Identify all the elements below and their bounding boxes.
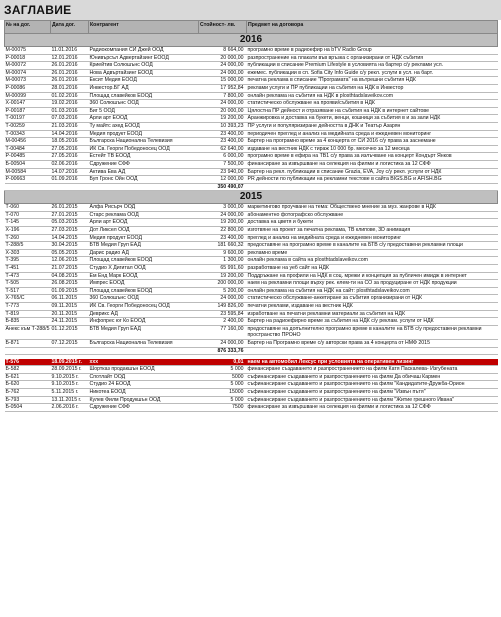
cell-subject: наем на автомобил Лексус при условията на оперативен лизинг <box>247 359 498 366</box>
cell-contract-date: 04.08.2015 <box>51 272 89 280</box>
table-row <box>5 295 498 303</box>
cell-subject: наем на рекламни площи върху рек. елем-ти на СО за продуциране от НДК продукции <box>247 280 498 288</box>
cell-value: 24 000,00 <box>199 211 247 219</box>
cell-counterparty: ИК Св. Георги Победоносец ООД <box>89 145 199 153</box>
cell-contract-number: Т-773 <box>5 303 51 311</box>
cell-counterparty: 360 Солюшънс ООД <box>89 295 199 303</box>
total-empty-cell <box>89 347 199 355</box>
table-header-row <box>5 21 498 34</box>
total-empty-cell <box>51 347 89 355</box>
cell-contract-date: 20.11.2015 <box>51 310 89 318</box>
table-row <box>5 160 498 168</box>
table-row <box>5 168 498 176</box>
cell-value: 7 800,00 <box>199 92 247 100</box>
cell-subject: рекламно време <box>247 249 498 257</box>
cell-contract-date: 27.05.2016 <box>51 145 89 153</box>
cell-counterparty: Никотеа ЕООД <box>89 389 199 397</box>
cell-contract-number: М-00072 <box>5 62 51 70</box>
cell-subject: PR дейности по публикации на рекламни текстове в сайта BIGS.BG и AFISH.BG <box>247 176 498 184</box>
cell-value: 5 000 <box>199 396 247 404</box>
table-row <box>5 69 498 77</box>
cell-counterparty: Дарис радио АД <box>89 249 199 257</box>
cell-counterparty: БТВ Медия Груп ЕАД <box>89 325 199 339</box>
total-empty-cell <box>5 347 51 355</box>
cell-contract-number: М-00074 <box>5 69 51 77</box>
cell-counterparty: Дот Ликсел ООД <box>89 227 199 235</box>
table-row <box>5 92 498 100</box>
cell-subject: Бартер на радиоефирно време за събития на НДК с/у реклам. услуги от НДК <box>247 318 498 326</box>
cell-contract-number: Р-00663 <box>5 176 51 184</box>
table-row <box>5 115 498 123</box>
table-row <box>5 138 498 146</box>
cell-contract-date: 07.12.2015 <box>51 339 89 347</box>
cell-contract-date: 28.09.2015 г. <box>51 366 89 374</box>
cell-contract-number: М-00099 <box>5 92 51 100</box>
table-row <box>5 176 498 184</box>
cell-value: 24 000,00 <box>199 339 247 347</box>
cell-value: 7500 <box>199 404 247 412</box>
cell-contract-number: Р-00187 <box>5 107 51 115</box>
cell-value: 20 000,00 <box>199 54 247 62</box>
cell-value: 2 400,00 <box>199 318 247 326</box>
cell-value: 200 000,00 <box>199 280 247 288</box>
cell-counterparty: Българска Национална Телевизия <box>89 138 199 146</box>
cell-counterparty: Радиокомпания СИ Джей ООД <box>89 47 199 55</box>
cell-contract-number: Т-145 <box>5 219 51 227</box>
cell-contract-number: Б-00504 <box>5 160 51 168</box>
cell-contract-number: Т-505 <box>5 280 51 288</box>
cell-contract-number: Т-576 <box>5 359 51 366</box>
cell-contract-date: 11.01.2016 <box>51 47 89 55</box>
table-row <box>5 62 498 70</box>
table-row <box>5 47 498 55</box>
cell-value: 7 500,00 <box>199 160 247 168</box>
total-empty-cell <box>51 183 89 191</box>
cell-contract-number: М-00075 <box>5 47 51 55</box>
cell-contract-date: 18.05.2016 <box>51 138 89 146</box>
cell-counterparty: ххх <box>89 359 199 366</box>
cell-contract-date: 06.11.2015 <box>51 295 89 303</box>
cell-contract-date: 09.11.2015 <box>51 303 89 311</box>
column-header-counterparty: Контрагент <box>89 21 199 34</box>
cell-value: 8 664,00 <box>199 47 247 55</box>
cell-value: 5000 <box>199 373 247 381</box>
cell-counterparty: Студио 24 ЕООД <box>89 381 199 389</box>
cell-value: 20 000,00 <box>199 107 247 115</box>
cell-contract-date: 21.03.2016 <box>51 122 89 130</box>
cell-counterparty: Площад славейков ЕООД <box>89 287 199 295</box>
table-row <box>5 54 498 62</box>
column-header-contract-date: Дата дог. <box>51 21 89 34</box>
cell-contract-date: 2.06.2016 г. <box>51 404 89 412</box>
column-header-subject: Предмет на договора <box>247 21 498 34</box>
cell-counterparty: Юнивърсъл Адвертайзинг ЕООД <box>89 54 199 62</box>
cell-contract-number: Т-00484 <box>5 145 51 153</box>
cell-subject: изготвяне на проект за печатна реклама, ТВ клипове, 3D анимация <box>247 227 498 235</box>
total-empty-cell <box>247 183 498 191</box>
cell-contract-number: Т-288/5 <box>5 242 51 250</box>
contracts-table <box>4 20 498 412</box>
cell-contract-number: Т-070 <box>5 211 51 219</box>
cell-counterparty: Импрес ЕООД <box>89 280 199 288</box>
cell-contract-date: 07.03.2016 <box>51 115 89 123</box>
cell-contract-number: Б-582 <box>5 366 51 374</box>
cell-contract-number: Т-00259 <box>5 122 51 130</box>
table-row <box>5 84 498 92</box>
cell-contract-number: М-00456 <box>5 138 51 146</box>
cell-contract-number: Т-451 <box>5 265 51 273</box>
cell-contract-date: 02.06.2016 <box>51 160 89 168</box>
cell-contract-date: 18.09.2015 г. <box>51 359 89 366</box>
cell-contract-date: 14.04.2015 <box>51 234 89 242</box>
table-row <box>5 280 498 288</box>
cell-value: 22 800,00 <box>199 227 247 235</box>
cell-subject: съфинансиране създаването и разпространението на филм "Житие грешного Ивана" <box>247 396 498 404</box>
cell-contract-number: М-00073 <box>5 77 51 85</box>
table-row <box>5 389 498 397</box>
cell-contract-date: 19.02.2016 <box>51 100 89 108</box>
cell-counterparty: 360 Солюшънс ООД <box>89 100 199 108</box>
cell-counterparty: Криейтив Солюшънс ООД <box>89 62 199 70</box>
cell-contract-number: Анекс към Т-288/5 <box>5 325 51 339</box>
cell-value: 6 000,00 <box>199 153 247 161</box>
cell-contract-number: Р-00086 <box>5 84 51 92</box>
cell-contract-number: Б-793 <box>5 396 51 404</box>
cell-counterparty: Ексит Медия ЕООД <box>89 77 199 85</box>
cell-counterparty: Биг 5 ООД <box>89 107 199 115</box>
cell-counterparty: Сдружение СФФ <box>89 404 199 412</box>
cell-subject: финансиране за извършване на селекция на филми и логистика за 12 СФФ <box>247 160 498 168</box>
cell-contract-date: 27.05.2016 <box>51 153 89 161</box>
cell-value: 19 200,00 <box>199 272 247 280</box>
cell-value: 23 400,00 <box>199 130 247 138</box>
cell-value: 9 600,00 <box>199 249 247 257</box>
cell-counterparty: Спотлайт ООД <box>89 373 199 381</box>
table-row <box>5 318 498 326</box>
cell-value: 3 000,00 <box>199 204 247 212</box>
cell-contract-date: 9.10.2015 г. <box>51 373 89 381</box>
cell-counterparty: Шортказ продакшън ЕООД <box>89 366 199 374</box>
table-row <box>5 303 498 311</box>
cell-subject: маркетингово проучване на тема: Обществено мнение за муз. жанрове в НДК <box>247 204 498 212</box>
cell-value: 62 640,00 <box>199 145 247 153</box>
cell-counterparty: БТВ Медия Груп ЕАД <box>89 242 199 250</box>
table-row <box>5 145 498 153</box>
year-label: 2016 <box>5 34 498 47</box>
cell-contract-number: Х-303 <box>5 249 51 257</box>
cell-contract-date: 27.01.2015 <box>51 211 89 219</box>
cell-subject: статистическо обслужване-анкетиране за събития организирани от НДК <box>247 295 498 303</box>
cell-counterparty: Буп Гронс Ойн ООД <box>89 176 199 184</box>
table-row <box>5 310 498 318</box>
cell-subject: съфинансиране създаването и разпространението на филм "Извън пътя" <box>247 389 498 397</box>
table-row <box>5 153 498 161</box>
cell-value: 1 300,00 <box>199 257 247 265</box>
cell-subject: програмно време в радиоефир на bTV Radio Group <box>247 47 498 55</box>
cell-contract-date: 14.04.2016 <box>51 130 89 138</box>
cell-subject: реклами услуги и ПР публикации на събития на НДК в Инвестор <box>247 84 498 92</box>
cell-contract-number: Т-517 <box>5 287 51 295</box>
cell-subject: разпространение на плакати във връзка с организирани от НДК събития <box>247 54 498 62</box>
cell-subject: предоставяне на програмно време в каналите на БТВ с/у предоставени рекламни площи <box>247 242 498 250</box>
cell-value: 23 940,00 <box>199 168 247 176</box>
cell-contract-number: Б-762 <box>5 389 51 397</box>
cell-value: 23 400,00 <box>199 234 247 242</box>
cell-counterparty: Ту майтс ахед ЕООД <box>89 122 199 130</box>
cell-value: 5 200,00 <box>199 287 247 295</box>
table-row <box>5 107 498 115</box>
cell-value: 24 000,00 <box>199 100 247 108</box>
cell-contract-number: Х-765/С <box>5 295 51 303</box>
cell-counterparty: Естейт ТВ ЕООД <box>89 153 199 161</box>
cell-counterparty: Кулев Филм Продукшън ООД <box>89 396 199 404</box>
cell-counterparty: Сдружение СФФ <box>89 160 199 168</box>
cell-contract-number: Б-871 <box>5 339 51 347</box>
cell-subject: Аранжировка и доставка на букети, венци, кошници за събития в и за зали НДК <box>247 115 498 123</box>
cell-value: 15000 <box>199 389 247 397</box>
cell-subject: разработване на уеб сайт на НДК <box>247 265 498 273</box>
cell-contract-number: М-00584 <box>5 168 51 176</box>
cell-value: 5 000 <box>199 366 247 374</box>
cell-counterparty: Площад славейков ЕООД <box>89 92 199 100</box>
cell-contract-date: 01.02.2016 <box>51 92 89 100</box>
cell-contract-date: 26.01.2016 <box>51 69 89 77</box>
cell-value: 181 660,32 <box>199 242 247 250</box>
cell-counterparty: ИК Св. Георги Победоносец ООД <box>89 303 199 311</box>
table-row <box>5 339 498 347</box>
cell-subject: Бартер на рекл. публикации в списание Grazia, EVA, Joy с/у рекл. услуги от НДК <box>247 168 498 176</box>
cell-subject: преглед и анализ на медийната среда и ежедневен мониторинг <box>247 234 498 242</box>
cell-counterparty: Инфопрес юг Ко ЕООД <box>89 318 199 326</box>
table-row <box>5 242 498 250</box>
table-row <box>5 227 498 235</box>
column-header-contract-number: № на дог. <box>5 21 51 34</box>
cell-value: 24 000,00 <box>199 295 247 303</box>
table-row <box>5 122 498 130</box>
cell-contract-date: 13.11.2015 г. <box>51 396 89 404</box>
cell-value: 0,01 <box>199 359 247 366</box>
cell-counterparty: Старс реклама ООД <box>89 211 199 219</box>
cell-counterparty: Арли арт ЕООД <box>89 115 199 123</box>
cell-contract-date: 26.01.2016 <box>51 62 89 70</box>
cell-contract-date: 30.04.2015 <box>51 242 89 250</box>
cell-subject: печатни реклами, издаване на вестник НДК <box>247 303 498 311</box>
cell-contract-date: 12.01.2016 <box>51 54 89 62</box>
cell-subject: доставка на цветя и букети <box>247 219 498 227</box>
cell-contract-number: Б-621 <box>5 373 51 381</box>
cell-contract-number: Б-0504 <box>5 404 51 412</box>
total-empty-cell <box>247 347 498 355</box>
cell-counterparty: Актива Ева АД <box>89 168 199 176</box>
table-row <box>5 204 498 212</box>
cell-contract-number: Т-395 <box>5 257 51 265</box>
table-row <box>5 219 498 227</box>
cell-contract-date: 01.03.2016 <box>51 107 89 115</box>
cell-value: 23 595,84 <box>199 310 247 318</box>
cell-subject: Бартер на Програмно време с/у авторски права за 4 концерта от НМФ 2015 <box>247 339 498 347</box>
cell-value: 23 400,00 <box>199 138 247 146</box>
cell-counterparty: Медия продукт ЕООД <box>89 130 199 138</box>
total-empty-cell <box>89 183 199 191</box>
cell-contract-date: 01.09.2015 <box>51 287 89 295</box>
cell-value: 77 160,00 <box>199 325 247 339</box>
cell-contract-number: Б-835 <box>5 318 51 326</box>
cell-value: 19 200,00 <box>199 219 247 227</box>
cell-contract-number: Х-00147 <box>5 100 51 108</box>
cell-subject: финансиране създаването и разпространението на филм Катя Паскалева- Изгубената <box>247 366 498 374</box>
table-row <box>5 257 498 265</box>
cell-contract-number: Р-00485 <box>5 153 51 161</box>
year-label: 2015 <box>5 191 498 204</box>
cell-subject: ПР услуги и популяризиране дейността в ДНК и Театър Азарян <box>247 122 498 130</box>
cell-contract-number: Т-260 <box>5 234 51 242</box>
table-row <box>5 265 498 273</box>
cell-subject: онлайн реклама на събития на НДК на сайт: plosthtadslaveikov.com <box>247 287 498 295</box>
cell-value: 19 200,00 <box>199 115 247 123</box>
cell-contract-date: 26.01.2015 <box>51 204 89 212</box>
page-title: ЗАГЛАВИЕ <box>0 0 501 20</box>
cell-subject: финансиране за извършване на селекция на филми и логистика за 12 СФФ <box>247 404 498 412</box>
cell-contract-date: 28.01.2016 <box>51 84 89 92</box>
table-row <box>5 272 498 280</box>
cell-counterparty: Българска Национална Телевизия <box>89 339 199 347</box>
table-row <box>5 249 498 257</box>
cell-value: 65 991,60 <box>199 265 247 273</box>
cell-subject: предоставяне на допълнително програмно време в каналите на БТВ с/у предоставени рекламни пространство ПРОНО <box>247 325 498 339</box>
table-row <box>5 100 498 108</box>
total-value: 350 490,07 <box>199 183 247 191</box>
cell-counterparty: Медия продукт ЕООД <box>89 234 199 242</box>
cell-subject: Поддръжане на профили на НДК в соц. мрежи и концепция за публичен имидж в интернет <box>247 272 498 280</box>
cell-value: 149 826,00 <box>199 303 247 311</box>
cell-contract-date: 26.01.2016 <box>51 77 89 85</box>
cell-value: 24 000,00 <box>199 62 247 70</box>
cell-subject: онлайн реклама на събития на НДК в plosthtadslaveikov.com <box>247 92 498 100</box>
table-row <box>5 287 498 295</box>
cell-contract-number: Т-00197 <box>5 115 51 123</box>
cell-value: 10 393,23 <box>199 122 247 130</box>
cell-contract-date: 26.08.2015 <box>51 280 89 288</box>
year-section-header <box>5 34 498 47</box>
cell-contract-number: Х-196 <box>5 227 51 235</box>
cell-subject: изработване на печатни рекламни материали за събития на НДК <box>247 310 498 318</box>
cell-value: 15 000,00 <box>199 77 247 85</box>
cell-value: 12 000,00 <box>199 176 247 184</box>
cell-subject: издаване на вестник НДК с тираж 10 000 бр. месечно за 12 месеца <box>247 145 498 153</box>
cell-contract-date: 01.09.2016 <box>51 176 89 184</box>
cell-counterparty: Деврикс АД <box>89 310 199 318</box>
total-row <box>5 183 498 191</box>
cell-subject: статистическо обслужване на прояви/събития в НДК <box>247 100 498 108</box>
table-row <box>5 404 498 412</box>
cell-subject: онлайн реклама в сайта на plosthtadslaveikov.com <box>247 257 498 265</box>
table-row <box>5 234 498 242</box>
cell-contract-date: 21.07.2015 <box>51 265 89 273</box>
cell-value: 5 000 <box>199 381 247 389</box>
cell-subject: периодичен преглед и анализ на медийната среда и ежедневен мониторинг <box>247 130 498 138</box>
year-section-header <box>5 191 498 204</box>
cell-counterparty: Нова Адвъртайзинг ЕООД <box>89 69 199 77</box>
cell-contract-date: 9.10.2015 г. <box>51 381 89 389</box>
cell-contract-number: Т-060 <box>5 204 51 212</box>
cell-subject: ежемес. публикации в сп. Sofia City Info Guide с/у рекл. услуги в усл. на барт. <box>247 69 498 77</box>
column-header-value: Стойност- лв. <box>199 21 247 34</box>
cell-contract-date: 05.05.2015 <box>51 249 89 257</box>
cell-subject: съфинансиране създаването и разпространението на филм "Кандидатите-Дружба-Орион <box>247 381 498 389</box>
highlighted-table-row <box>5 359 498 366</box>
cell-contract-date: 24.11.2015 <box>51 318 89 326</box>
total-value: 876 333,76 <box>199 347 247 355</box>
cell-contract-date: 5.11.2015 г. <box>51 389 89 397</box>
cell-counterparty: Арли арт ЕООД <box>89 219 199 227</box>
total-row <box>5 347 498 355</box>
cell-value: 17 952,84 <box>199 84 247 92</box>
cell-contract-number: Т-819 <box>5 310 51 318</box>
table-row <box>5 373 498 381</box>
cell-counterparty: Инвестор.БГ АД <box>89 84 199 92</box>
cell-subject: абонаментно фотографско обслужване <box>247 211 498 219</box>
table-body <box>5 34 498 412</box>
cell-contract-number: Б-620 <box>5 381 51 389</box>
table-row <box>5 381 498 389</box>
cell-value: 24 000,00 <box>199 69 247 77</box>
cell-subject: печатна реклама в списание "Програмата" на вътрешни събития НДК <box>247 77 498 85</box>
cell-counterparty: Площад славейков ЕООД <box>89 257 199 265</box>
cell-contract-number: Т-00343 <box>5 130 51 138</box>
cell-subject: публикации в списание Premium Lifestyle в условията на бартер с/у реклами усл. <box>247 62 498 70</box>
cell-subject: Цялостна ПР дейност и отразяване на събития на НДК в интернет сайтове <box>247 107 498 115</box>
cell-counterparty: Алфа Рисърч ООД <box>89 204 199 212</box>
cell-contract-date: 27.03.2015 <box>51 227 89 235</box>
cell-subject: съфинансиране създаването и разпространението на филм Да обичаш Кармен <box>247 373 498 381</box>
table-row <box>5 396 498 404</box>
cell-contract-date: 14.07.2016 <box>51 168 89 176</box>
table-row <box>5 211 498 219</box>
cell-contract-date: 12.06.2015 <box>51 257 89 265</box>
cell-subject: Бартер на програмно време за 4 концерта от СИ 2016 с/у права за заснемане <box>247 138 498 146</box>
table-row <box>5 366 498 374</box>
cell-contract-number: Т-473 <box>5 272 51 280</box>
cell-contract-date: 05.03.2015 <box>51 219 89 227</box>
cell-contract-number: Р-00018 <box>5 54 51 62</box>
table-row <box>5 130 498 138</box>
cell-counterparty: Ем Енд Марк ЕООД <box>89 272 199 280</box>
cell-counterparty: Студио Х Дигитал ООД <box>89 265 199 273</box>
total-empty-cell <box>5 183 51 191</box>
table-row <box>5 325 498 339</box>
cell-subject: програмно време в ефира на ТВ1 с/у права за излъчване на концерт Кондърт Янков <box>247 153 498 161</box>
table-row <box>5 77 498 85</box>
cell-contract-date: 01.12.2015 <box>51 325 89 339</box>
